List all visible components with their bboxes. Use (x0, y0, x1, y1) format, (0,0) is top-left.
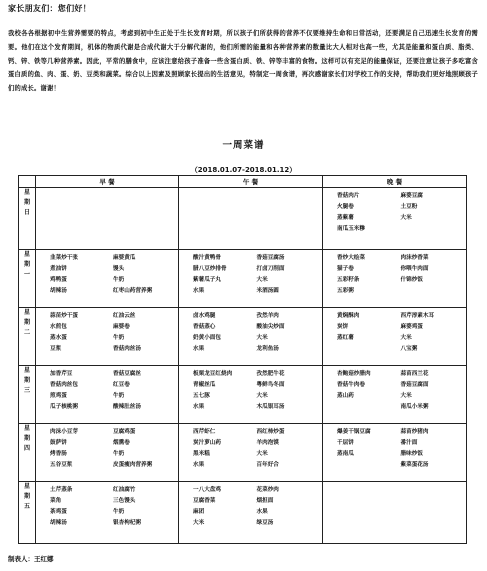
dish-item: 卤水鸡腿 (193, 313, 216, 319)
dish-row (179, 449, 322, 460)
dish-item: 西芹虾仁 (193, 429, 216, 435)
dish-item: 豆腐香菜 (193, 498, 216, 504)
dish-item: 孜然肥牛花 (256, 371, 285, 377)
dish-item: 什锦炒饭 (400, 277, 423, 283)
dish-row (179, 496, 322, 507)
dish-item: 水果 (193, 346, 205, 352)
dish-item (323, 344, 395, 355)
dish-item: 蒸红薯 (337, 335, 354, 341)
dish-row (323, 213, 466, 224)
dish-item: 大米 (400, 335, 412, 341)
dish-item: 韭菜炒干张 (50, 255, 78, 261)
dinner-dishes (323, 250, 466, 297)
dish-row (323, 460, 466, 471)
dish-item: 南瓜玉米糁 (337, 226, 365, 232)
dish-row (36, 380, 178, 391)
lunch-dishes (179, 366, 322, 413)
dish-row (323, 369, 466, 380)
dish-row (323, 275, 466, 286)
lunch-dishes (179, 308, 322, 355)
dish-item: 紫薯瓜子丸 (193, 277, 221, 283)
dish-item: 香菇豆腐丝 (113, 371, 141, 377)
table-row (19, 188, 467, 250)
dish-row (179, 438, 322, 449)
dish-item: 香菇肉片 (337, 193, 360, 199)
dish-row (323, 264, 466, 275)
day-label: 星 期 日 (19, 188, 36, 250)
dish-row (179, 322, 322, 333)
dish-row (36, 507, 178, 518)
dish-item: 鼓萨饼 (50, 440, 67, 446)
dish-item: 木瓜银耳汤 (256, 404, 285, 410)
dish-item: 西芹淳素木耳 (400, 313, 435, 319)
dinner-cell (323, 250, 467, 308)
greeting: 家长朋友们：您们好！ (8, 4, 91, 13)
breakfast-cell (36, 308, 179, 366)
dinner-cell (323, 308, 467, 366)
dish-item: 香菇牛肉卷 (337, 382, 365, 388)
dish-item: 酸辣肚丝汤 (113, 404, 141, 410)
dinner-dishes (323, 366, 466, 413)
dish-row (323, 202, 466, 213)
dish-item: 花菜炒肉 (256, 487, 279, 493)
breakfast-dishes (36, 250, 178, 297)
dish-item: 红枣山药营养粥 (113, 288, 153, 294)
dish-row (36, 344, 178, 355)
dish-item: 银杏枸杞粥 (113, 520, 141, 526)
dish-item (323, 402, 395, 413)
dish-item: 煎鸡蛋 (50, 393, 67, 399)
dinner-dishes (323, 424, 466, 471)
dish-item: 麻婆豆腐 (400, 193, 423, 199)
dish-item: 蒜苗炒干蛋 (50, 313, 78, 319)
table-row (19, 308, 467, 366)
dish-item: 豆腐鸡蛋 (113, 429, 136, 435)
lunch-cell (179, 366, 323, 424)
header-lunch: 午 餐 (179, 176, 323, 188)
dish-item: 豆浆 (50, 346, 62, 352)
dish-item: 麻婆黄瓜 (113, 255, 136, 261)
dish-item: 牛奶 (113, 335, 125, 341)
dish-row (323, 438, 466, 449)
dish-item: 菜角 (50, 498, 62, 504)
dish-item: 烤香肠 (50, 451, 67, 457)
dish-item: 蒜苗炒猪肉 (400, 429, 429, 435)
dish-item: 香炒大绘菜 (337, 255, 365, 261)
dish-item: 火腿卷 (337, 204, 354, 210)
dish-item: 三色馒头 (113, 498, 136, 504)
menu-title: 一周菜谱 (222, 140, 265, 151)
dish-item: 西红柿炒蛋 (256, 429, 285, 435)
dish-row (36, 333, 178, 344)
dish-item: 孜然羊肉 (256, 313, 279, 319)
dish-item: 水果 (193, 288, 205, 294)
day-label: 星 期 三 (19, 366, 36, 424)
dish-row (36, 275, 178, 286)
dish-item: 打卤刀削面 (256, 266, 285, 272)
dish-row (323, 253, 466, 264)
dish-item: 爆姜干锅豆腐 (337, 429, 371, 435)
table-row (19, 482, 467, 544)
dinner-cell (323, 482, 467, 544)
dish-row (179, 518, 322, 529)
dish-row (36, 460, 178, 471)
dish-item: 蒸山药 (337, 393, 354, 399)
dish-row (323, 449, 466, 460)
dish-item: 红油腐竹 (113, 487, 136, 493)
dish-row (179, 427, 322, 438)
dish-row (179, 460, 322, 471)
dish-row (179, 485, 322, 496)
lunch-cell (179, 188, 323, 250)
dish-row (36, 311, 178, 322)
dish-item: 番汁面 (400, 440, 418, 446)
dish-item: 鸡鸭蛋 (50, 277, 67, 283)
dish-item: 黑米糕 (193, 451, 210, 457)
dish-item: 百年好合 (256, 462, 279, 468)
dish-item: 杏鲍菇炒腊肉 (337, 371, 371, 377)
dish-item: 大米 (256, 335, 268, 341)
lunch-cell (179, 424, 323, 482)
lunch-dishes (179, 250, 322, 297)
breakfast-dishes (36, 308, 178, 355)
dish-item: 牛奶 (113, 393, 125, 399)
lunch-cell (179, 482, 323, 544)
dish-row (36, 391, 178, 402)
dish-row (36, 322, 178, 333)
dish-item: 烟熏卷 (113, 440, 130, 446)
dish-item: 麻婆鸡蛋 (400, 324, 423, 330)
dish-item: 五七豚 (193, 393, 210, 399)
lunch-cell (179, 308, 323, 366)
dish-item: 红豆卷 (113, 382, 130, 388)
dish-item: 麻团 (193, 509, 205, 515)
dish-item: 香菇豆腐面 (400, 382, 429, 388)
dish-item (323, 460, 395, 471)
dish-row (179, 275, 322, 286)
dish-item: 羊肉泡馍 (256, 440, 279, 446)
dish-item: 一八大盘鸡 (193, 487, 221, 493)
dish-item: 水果 (256, 509, 268, 515)
dish-row (179, 369, 322, 380)
dish-item: 五彩籽条 (337, 277, 360, 283)
breakfast-cell (36, 188, 179, 250)
dinner-dishes (323, 188, 466, 235)
dish-item: 腊八豆炒排骨 (193, 266, 227, 272)
dish-row (323, 380, 466, 391)
dish-item: 香菇蒸心 (193, 324, 216, 330)
dinner-cell (323, 424, 467, 482)
dish-item: 蒸水蛋 (50, 335, 67, 341)
dish-item: 牛奶 (113, 509, 125, 515)
breakfast-dishes (36, 366, 178, 413)
dish-item: 炭饼 (337, 324, 349, 330)
dinner-cell (323, 366, 467, 424)
dish-item: 大米 (193, 520, 205, 526)
dish-item: 大米 (256, 277, 268, 283)
dish-item: 香菇肉丝包 (50, 382, 78, 388)
menu-body (19, 188, 467, 544)
dish-item: 酸油尖炒面 (256, 324, 285, 330)
dish-item: 大米 (256, 451, 268, 457)
dish-item: 牛奶 (113, 277, 125, 283)
dish-row (36, 427, 178, 438)
dish-item: 青椒丝瓜 (193, 382, 216, 388)
dish-row (323, 224, 466, 235)
dish-row (36, 485, 178, 496)
dish-item: 水果 (193, 462, 205, 468)
dish-item: 胡辣汤 (50, 288, 67, 294)
dish-item: 瓜子核桃粥 (50, 404, 78, 410)
table-header-row (19, 176, 467, 188)
dish-item: 五彩粥 (337, 288, 354, 294)
dish-item: 南瓜小米粥 (400, 404, 429, 410)
dish-row (36, 518, 178, 529)
dish-item: 蒜苗西兰花 (400, 371, 429, 377)
dish-item: 红油云丝 (113, 313, 136, 319)
dish-row (36, 264, 178, 275)
dish-row (323, 286, 466, 297)
dinner-dishes (323, 482, 466, 485)
date-range: （2018.01.07-2018.01.12） (190, 166, 297, 174)
dish-row (179, 507, 322, 518)
dish-item: 千层饼 (337, 440, 354, 446)
dish-item: 腊味炒饭 (400, 451, 423, 457)
dish-row (179, 380, 322, 391)
dish-row (179, 402, 322, 413)
lunch-dishes (179, 424, 322, 471)
dish-item: 奶黄小面包 (193, 335, 221, 341)
dish-row (323, 391, 466, 402)
weekly-menu-table (18, 175, 467, 544)
header-day-blank (19, 176, 36, 188)
dish-item: 煮油饼 (50, 266, 67, 272)
signature: 制表人：王红娜 (8, 555, 54, 563)
dish-item: 粤鲜鸟冬面 (256, 382, 285, 388)
dish-item: 黄焖酥肉 (337, 313, 360, 319)
dish-row (323, 191, 466, 202)
dish-item: 土豆粉 (400, 204, 418, 210)
day-label: 星 期 四 (19, 424, 36, 482)
dish-item: 麻婆卷 (113, 324, 130, 330)
dish-row (323, 322, 466, 333)
dish-item: 米酒汤圆 (256, 288, 279, 294)
table-row (19, 366, 467, 424)
dish-item: 炭汁萝山药 (193, 440, 221, 446)
dish-item: 五谷豆浆 (50, 462, 73, 468)
dish-item: 胡辣汤 (50, 520, 67, 526)
dish-row (179, 333, 322, 344)
dinner-cell (323, 188, 467, 250)
dish-row (179, 311, 322, 322)
dish-item: 土芹蒸条 (50, 487, 73, 493)
dish-row (179, 344, 322, 355)
dish-item: 龙利鱼汤 (256, 346, 279, 352)
dish-item: 绿豆汤 (256, 520, 274, 526)
dish-item: 酸汁黄鸭骨 (193, 255, 221, 261)
dish-row (323, 427, 466, 438)
header-breakfast: 早 餐 (36, 176, 179, 188)
dish-item (395, 224, 467, 235)
dish-item: 蒸南瓜 (337, 451, 354, 457)
intro-paragraph: 我校各各根据初中生营养需要的特点，考虑到初中生正处于生长发育时期，所以孩子们所获得的营养不仅要维持生命和日常活动，还要满足自己迅速生长发育的需要。他们在这个发育期间，机体的物质代谢是合成代谢大于分解代谢的，他们所需的能量和各种营养素的数量比大人相对也高一些，尤其是能量和蛋白质、脂类、钙、锌、铁等几种营养素。因此，平常的膳食中，应该注意给孩子准备一些含蛋白质、铁、锌等丰富的食物。这样可以有充足的能量保证，还要注意让孩子多吃富含蛋白质的鱼、肉、蛋、奶、豆类和蔬菜。综合以上因素及照顾家长提出的生活意见，特制定一周食谱，再次感谢家长们对学校工作的支持，帮助我们更好地照顾孩子们的成长。谢谢！ (8, 30, 478, 93)
dish-item: 茶鸡蛋 (50, 509, 67, 515)
day-label: 星 期 五 (19, 482, 36, 544)
dish-item: 肉沫炒香菜 (400, 255, 429, 261)
dish-item (395, 286, 467, 297)
dish-item: 大米 (400, 393, 412, 399)
dish-item: 蒸紫薯 (337, 215, 354, 221)
dish-row (36, 286, 178, 297)
dish-item: 八宝粥 (400, 346, 418, 352)
dish-item: 牛奶 (113, 451, 125, 457)
breakfast-dishes (36, 482, 178, 529)
dish-row (36, 438, 178, 449)
table-row (19, 424, 467, 482)
lunch-dishes (179, 482, 322, 529)
dish-item: 大米 (400, 215, 412, 221)
breakfast-cell (36, 424, 179, 482)
dish-item: 馒头 (113, 266, 125, 272)
dish-row (179, 264, 322, 275)
dish-item: 皮蛋瘦肉营养粥 (113, 462, 153, 468)
dish-item: 肉沫小豆芽 (50, 429, 78, 435)
dinner-dishes (323, 308, 466, 355)
dish-row (36, 369, 178, 380)
breakfast-dishes (36, 424, 178, 471)
dish-item: 水果 (193, 404, 205, 410)
dish-row (179, 253, 322, 264)
breakfast-dishes (36, 188, 178, 191)
dish-row (323, 402, 466, 413)
dish-row (323, 344, 466, 355)
dish-item: 加香芹豆 (50, 371, 73, 377)
breakfast-cell (36, 482, 179, 544)
dish-item: 板栗龙豆红烧肉 (193, 371, 233, 377)
dish-item: 香菇肉丝汤 (113, 346, 141, 352)
dish-item: 你喂牛肉面 (400, 266, 429, 272)
dish-row (179, 391, 322, 402)
day-label: 星 期 二 (19, 308, 36, 366)
dish-row (36, 402, 178, 413)
breakfast-cell (36, 366, 179, 424)
dish-row (323, 311, 466, 322)
header-dinner: 晚 餐 (323, 176, 467, 188)
dish-item: 大米 (256, 393, 268, 399)
dish-item: 烟担面 (256, 498, 274, 504)
dish-row (323, 333, 466, 344)
dish-item: 水煎包 (50, 324, 67, 330)
day-label: 星 期 一 (19, 250, 36, 308)
dish-item: 香菇豆腐汤 (256, 255, 285, 261)
table-row (19, 250, 467, 308)
lunch-dishes (179, 188, 322, 191)
dish-row (36, 496, 178, 507)
dish-row (36, 253, 178, 264)
breakfast-cell (36, 250, 179, 308)
dish-item: 猫子卷 (337, 266, 354, 272)
lunch-cell (179, 250, 323, 308)
dish-row (179, 286, 322, 297)
dish-row (36, 449, 178, 460)
dish-item: 紫菜蛋花汤 (400, 462, 429, 468)
